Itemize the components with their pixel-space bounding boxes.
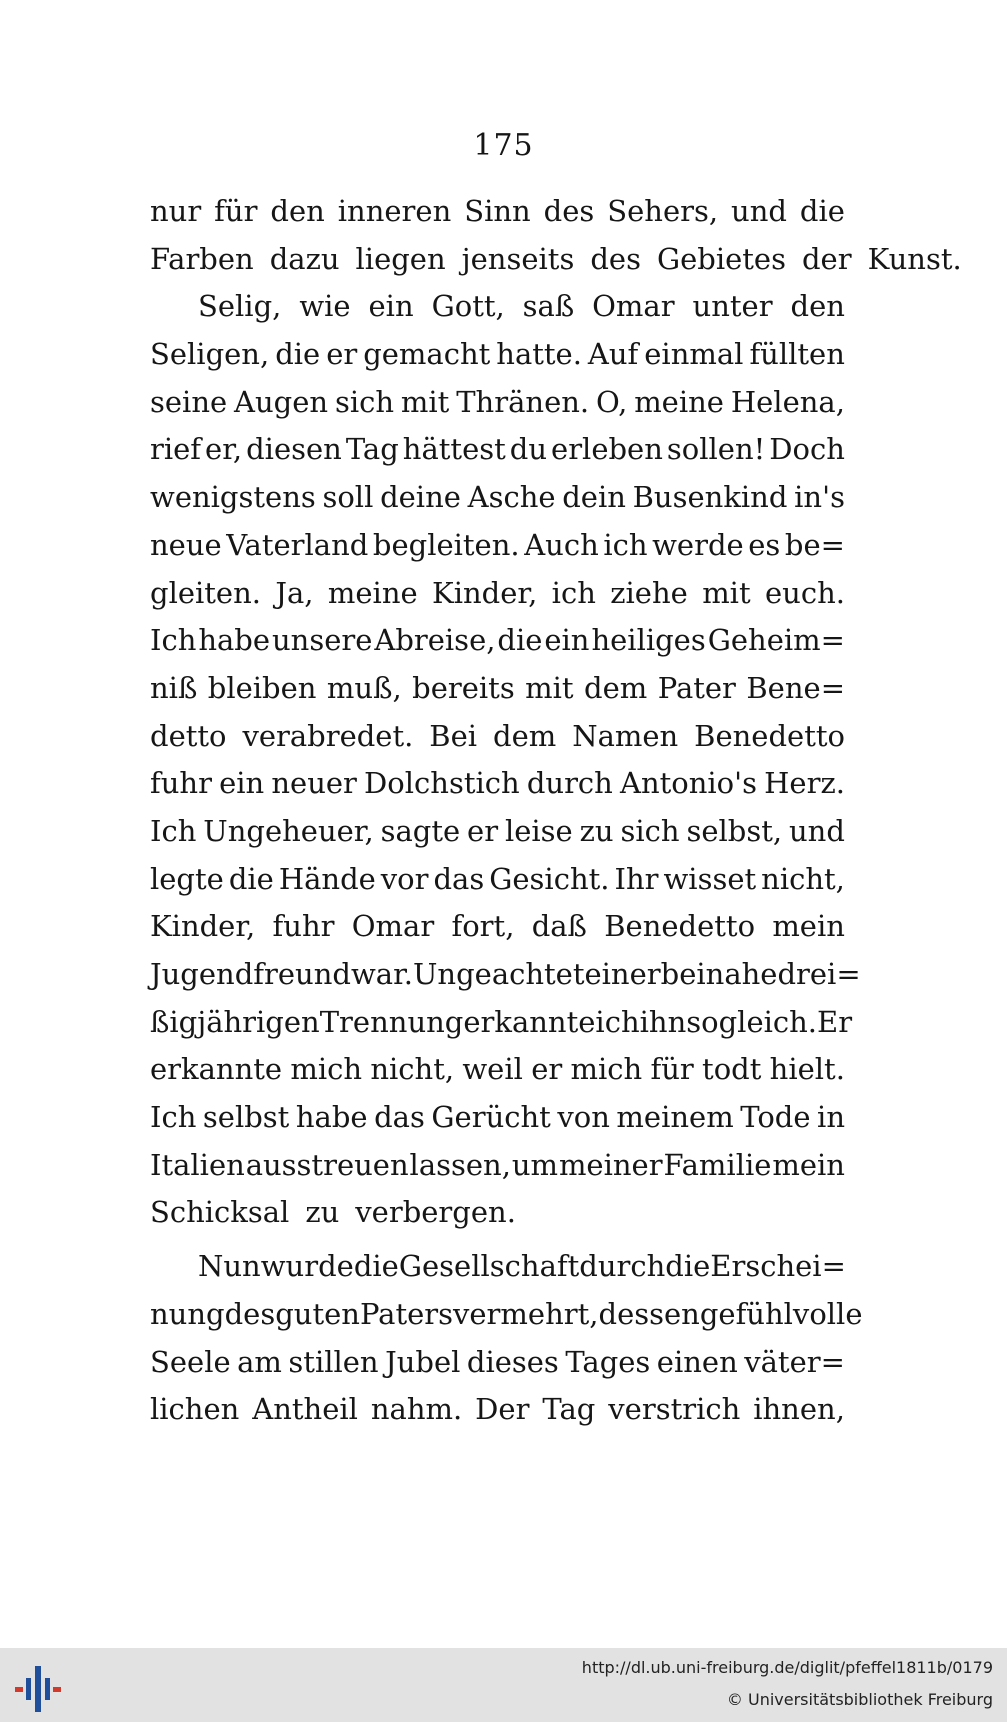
word: leise xyxy=(504,813,573,848)
word: neuer xyxy=(271,766,357,801)
word: euch. xyxy=(765,575,845,610)
word: durch xyxy=(579,1249,666,1284)
word: unsere xyxy=(271,623,373,658)
word: du xyxy=(509,432,548,467)
word: von xyxy=(557,1100,610,1135)
word: jenseits xyxy=(461,241,575,276)
word: vermehrt, xyxy=(453,1296,599,1331)
word: Ja, xyxy=(275,575,314,610)
word: hättest xyxy=(402,432,506,467)
word: Busenkind xyxy=(632,480,788,515)
word: nung xyxy=(150,1296,225,1331)
word: Seligen, xyxy=(150,337,270,372)
word: wie xyxy=(299,289,351,324)
word: wenigstens xyxy=(150,480,316,515)
text-line xyxy=(150,379,845,427)
word: selbst, xyxy=(686,813,783,848)
word: fuhr xyxy=(272,909,335,944)
word: Farben xyxy=(150,241,254,276)
text-line xyxy=(150,474,845,522)
word: lichen xyxy=(150,1392,240,1427)
word: es xyxy=(748,527,781,562)
word: Omar xyxy=(592,289,675,324)
word: ich xyxy=(603,527,648,562)
word: Auf xyxy=(587,337,639,372)
word: Schicksal xyxy=(150,1195,290,1230)
word: einen xyxy=(656,1344,738,1379)
word: sagte xyxy=(380,813,461,848)
word: soll xyxy=(322,480,374,515)
word: die xyxy=(799,194,845,228)
text-line xyxy=(150,903,845,951)
word: fuhr xyxy=(150,766,212,801)
word: in's xyxy=(794,480,845,515)
word: Tode xyxy=(740,1100,811,1135)
word: stillen xyxy=(288,1344,379,1379)
word: meine xyxy=(327,575,418,610)
word: Selig, xyxy=(198,289,282,324)
word: die xyxy=(665,1249,711,1284)
word: detto xyxy=(150,718,227,753)
word: er xyxy=(467,813,499,848)
word: Asche xyxy=(467,480,556,515)
word: Augen xyxy=(234,384,329,419)
word: bereits xyxy=(412,670,515,705)
word: gefühlvolle xyxy=(699,1296,863,1331)
word: mit xyxy=(525,670,574,705)
word: Trennung xyxy=(319,1004,464,1039)
word: gemacht xyxy=(363,337,491,372)
word: erleben xyxy=(551,432,663,467)
word: ein xyxy=(368,289,414,324)
word: er xyxy=(326,337,358,372)
word: deine xyxy=(380,480,461,515)
word: des xyxy=(590,241,641,276)
word: Jubel xyxy=(385,1344,461,1379)
word: und xyxy=(788,813,845,848)
word: Sinn xyxy=(464,194,531,228)
word: selbst xyxy=(202,1100,290,1135)
word: des xyxy=(224,1296,276,1331)
word: gleiten. xyxy=(150,575,261,610)
footer-bar xyxy=(0,1648,1007,1722)
word: den xyxy=(270,194,325,228)
word: ein xyxy=(544,623,590,658)
word: habe xyxy=(295,1100,368,1135)
word: ich xyxy=(551,575,596,610)
copyright-notice: © Universitätsbibliothek Freiburg xyxy=(726,1690,993,1709)
word: Ungeheuer, xyxy=(203,813,374,848)
word: in xyxy=(817,1100,845,1135)
word: nahm. xyxy=(370,1392,463,1427)
word: Bene= xyxy=(746,670,845,705)
word: Gesellschaft xyxy=(398,1249,580,1284)
word: Ihr xyxy=(614,861,659,896)
text-line xyxy=(150,570,845,618)
word: todt xyxy=(702,1052,762,1087)
text-line xyxy=(150,1046,845,1094)
word: wurde xyxy=(260,1249,354,1284)
word: und xyxy=(731,194,787,228)
word: liegen xyxy=(355,241,446,276)
word: Gebietes xyxy=(656,241,786,276)
word: das xyxy=(374,1100,425,1135)
word: Tages xyxy=(565,1344,651,1379)
word: mein xyxy=(772,1147,845,1182)
word: ich xyxy=(595,1004,640,1039)
text-line xyxy=(150,1243,845,1291)
word: dessen xyxy=(598,1296,700,1331)
word: legte xyxy=(150,861,224,896)
word: be= xyxy=(784,527,845,562)
word: neue xyxy=(150,527,222,562)
word: die xyxy=(228,861,274,896)
word: Auch xyxy=(524,527,599,562)
word: Italien xyxy=(150,1147,245,1182)
text-line xyxy=(150,236,962,284)
word: ein xyxy=(219,766,265,801)
text-line xyxy=(150,617,845,665)
word: sich xyxy=(334,384,395,419)
word: seine xyxy=(150,384,228,419)
word: fort, xyxy=(451,909,515,944)
word: unter xyxy=(692,289,773,324)
text-line xyxy=(150,1094,845,1142)
word: die xyxy=(275,337,321,372)
word: der xyxy=(801,241,852,276)
word: meinem xyxy=(616,1100,734,1135)
word: guten xyxy=(275,1296,360,1331)
word: Nun xyxy=(198,1249,261,1284)
word: dazu xyxy=(269,241,340,276)
permalink-url[interactable]: http://dl.ub.uni-freiburg.de/diglit/pfeffel1811b/0179 xyxy=(581,1658,993,1677)
word: Der xyxy=(475,1392,530,1427)
word: mit xyxy=(400,384,450,419)
word: Bei xyxy=(429,718,478,753)
word: um xyxy=(511,1147,559,1182)
word: füllten xyxy=(749,337,845,372)
word: Hände xyxy=(278,861,376,896)
word: Seele xyxy=(150,1344,231,1379)
word: drei= xyxy=(777,957,861,991)
word: dem xyxy=(493,718,557,753)
text-line xyxy=(150,426,845,474)
text-line xyxy=(150,856,845,904)
word: verbergen. xyxy=(355,1195,516,1230)
word: Antonio's xyxy=(620,766,757,801)
word: ihnen, xyxy=(753,1392,845,1427)
word: mich xyxy=(290,1052,363,1087)
word: Ungeachtet xyxy=(412,957,585,991)
word: Jugendfreund xyxy=(150,957,351,991)
text-line xyxy=(150,188,845,236)
word: einmal xyxy=(644,337,744,372)
word: war. xyxy=(350,957,413,991)
word: Doch xyxy=(769,432,845,467)
word: Er xyxy=(817,1004,853,1039)
word: Paters xyxy=(359,1296,454,1331)
word: für xyxy=(650,1052,694,1087)
word: mein xyxy=(772,909,845,944)
word: Kinder, xyxy=(432,575,538,610)
word: wisset xyxy=(663,861,757,896)
text-line xyxy=(150,951,861,999)
word: weil xyxy=(462,1052,523,1087)
word: zu xyxy=(579,813,614,848)
word: dein xyxy=(562,480,626,515)
word: den xyxy=(790,289,845,324)
word: Gerücht xyxy=(431,1100,551,1135)
word: verabredet. xyxy=(242,718,414,753)
word: mich xyxy=(570,1052,643,1087)
word: lassen, xyxy=(409,1147,511,1182)
word: Vaterland xyxy=(226,527,369,562)
ub-freiburg-logo-icon xyxy=(14,1664,64,1714)
word: Namen xyxy=(572,718,679,753)
text-line xyxy=(150,1339,845,1387)
text-line xyxy=(150,1291,863,1339)
word: daß xyxy=(531,909,587,944)
word: väter= xyxy=(744,1344,845,1379)
word: einer xyxy=(584,957,661,991)
word: Sehers, xyxy=(607,194,719,228)
word: diesen xyxy=(246,432,342,467)
word: begleiten. xyxy=(372,527,520,562)
text-line xyxy=(150,760,845,808)
text-line xyxy=(150,808,845,856)
word: beinahe xyxy=(660,957,778,991)
word: Kinder, xyxy=(150,909,256,944)
word: Tag xyxy=(542,1392,596,1427)
word: Erschei= xyxy=(710,1249,846,1284)
text-line xyxy=(150,999,853,1047)
word: Helena, xyxy=(730,384,845,419)
text-line xyxy=(150,1189,845,1237)
word: Herz. xyxy=(764,766,845,801)
page-number: 175 xyxy=(473,128,534,163)
word: habe xyxy=(198,623,271,658)
word: Ich xyxy=(150,623,197,658)
word: Pater xyxy=(657,670,736,705)
word: Benedetto xyxy=(604,909,756,944)
word: nicht, xyxy=(761,861,845,896)
word: vor xyxy=(380,861,429,896)
word: sich xyxy=(620,813,680,848)
word: hatte. xyxy=(496,337,582,372)
text-line xyxy=(150,1142,845,1190)
text-line xyxy=(150,713,845,761)
word: das xyxy=(433,861,485,896)
word: bleiben xyxy=(207,670,317,705)
word: Kunst. xyxy=(867,241,962,276)
word: er xyxy=(531,1052,563,1087)
text-line xyxy=(150,522,845,570)
word: Benedetto xyxy=(694,718,845,753)
word: erkannte xyxy=(463,1004,596,1039)
word: nur xyxy=(150,194,202,228)
word: ziehe xyxy=(610,575,688,610)
word: ihn xyxy=(639,1004,687,1039)
word: Gesicht. xyxy=(489,861,610,896)
word: werde xyxy=(652,527,744,562)
word: nicht, xyxy=(370,1052,455,1087)
word: saß xyxy=(522,289,575,324)
word: dem xyxy=(584,670,648,705)
word: sogleich. xyxy=(686,1004,818,1039)
word: Ich xyxy=(150,1100,197,1135)
word: dieses xyxy=(466,1344,559,1379)
word: ßigjährigen xyxy=(150,1004,320,1039)
word: durch xyxy=(526,766,613,801)
word: die xyxy=(353,1249,399,1284)
word: Abreise, xyxy=(374,623,496,658)
word: er, xyxy=(205,432,243,467)
word: Dolchstich xyxy=(364,766,520,801)
word: Familie xyxy=(663,1147,772,1182)
text-line xyxy=(150,283,845,331)
word: meiner xyxy=(558,1147,663,1182)
word: Ich xyxy=(150,813,197,848)
word: inneren xyxy=(337,194,452,228)
word: Geheim= xyxy=(707,623,845,658)
body-text xyxy=(150,188,962,1434)
text-line xyxy=(150,1386,845,1434)
word: Tag xyxy=(345,432,399,467)
word: die xyxy=(497,623,543,658)
text-line xyxy=(150,331,845,379)
word: sollen! xyxy=(666,432,766,467)
word: heiliges xyxy=(591,623,706,658)
word: erkannte xyxy=(150,1052,283,1087)
word: rief xyxy=(150,432,202,467)
word: für xyxy=(214,194,258,228)
word: mit xyxy=(702,575,751,610)
word: hielt. xyxy=(769,1052,845,1087)
word: des xyxy=(543,194,595,228)
word: O, xyxy=(596,384,628,419)
word: am xyxy=(237,1344,282,1379)
word: meine xyxy=(634,384,724,419)
word: ausstreuen xyxy=(245,1147,409,1182)
word: Antheil xyxy=(252,1392,358,1427)
word: niß xyxy=(150,670,198,705)
word: Gott, xyxy=(431,289,505,324)
word: zu xyxy=(305,1195,340,1230)
word: muß, xyxy=(326,670,402,705)
word: verstrich xyxy=(608,1392,741,1427)
word: Thränen. xyxy=(456,384,590,419)
word: Omar xyxy=(351,909,435,944)
text-line xyxy=(150,665,845,713)
